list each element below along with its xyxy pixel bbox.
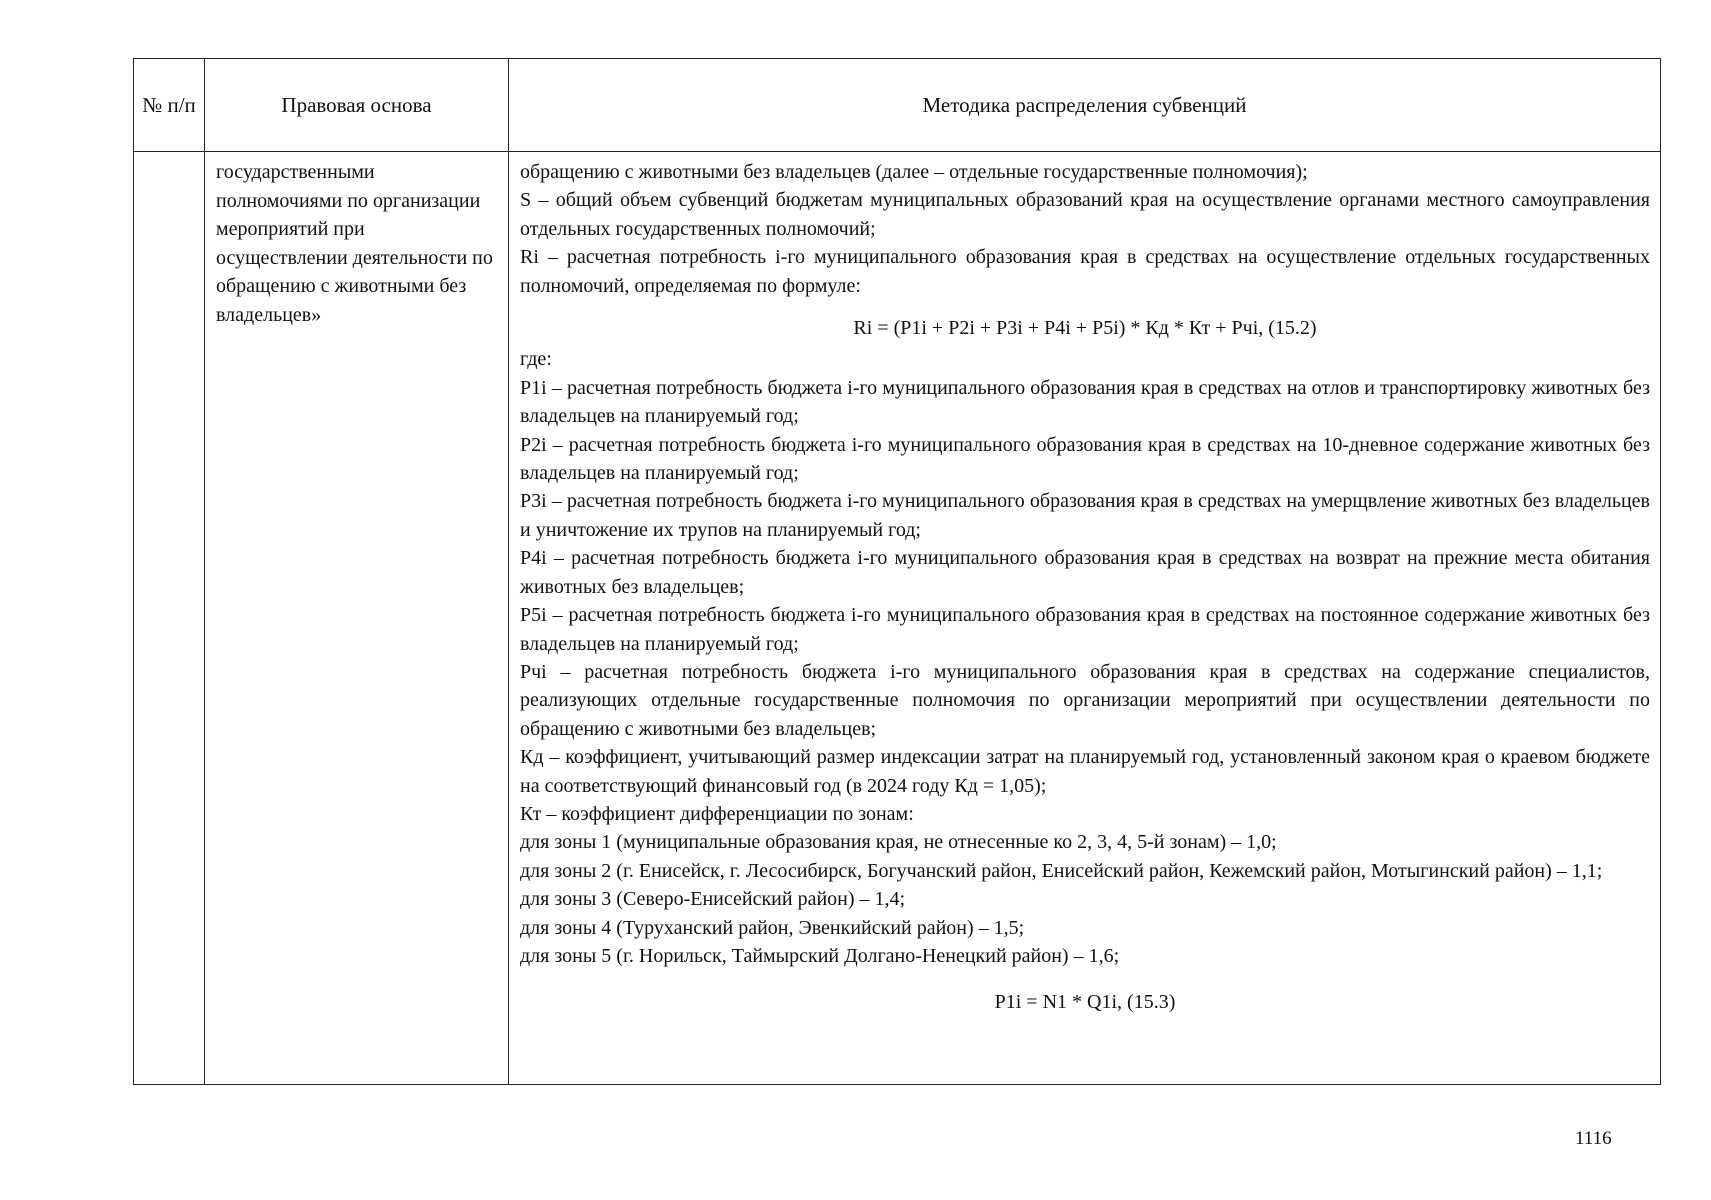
cell-methodology xyxy=(509,152,1661,1085)
legal-basis-text: государственными полномочиями по организации мероприятий при осуществлении деятельности по обращению с животными без владельцев» xyxy=(216,161,493,326)
paragraph-ri-definition: Ri – расчетная потребность i-го муниципального образования края в средствах на осуществление отдельных государственных полномочий, определяемая по формуле: xyxy=(520,246,1650,297)
paragraph-kt: Кт – коэффициент дифференциации по зонам: xyxy=(520,802,914,825)
header-number: № п/п xyxy=(134,59,205,152)
paragraph-p3i: P3i – расчетная потребность бюджета i-го муниципального образования края в средствах на умерщвление животных без владельцев и уничтожение их трупов на планируемый год; xyxy=(520,490,1650,541)
page-number: 1116 xyxy=(1575,1128,1612,1149)
methodology-table xyxy=(133,58,1661,1085)
paragraph-p4i: P4i – расчетная потребность бюджета i-го муниципального образования края в средствах на возврат на прежние места обитания животных без владельцев; xyxy=(520,547,1650,598)
paragraph-p5i: P5i – расчетная потребность бюджета i-го муниципального образования края в средствах на постоянное содержание животных без владельцев на планируемый год; xyxy=(520,604,1650,655)
header-legal-basis: Правовая основа xyxy=(205,59,509,152)
paragraph-rchi: Рчi – расчетная потребность бюджета i-го муниципального образования края в средствах на содержание специалистов, реализующих отдельные государственные полномочия по организации мероприятий при осуществлении деятельности по обращению с животными без владельцев; xyxy=(520,660,1650,740)
paragraph-zone-1: для зоны 1 (муниципальные образования края, не отнесенные ко 2, 3, 4, 5-й зонам) – 1,0; xyxy=(520,831,1277,854)
methodology-text xyxy=(509,152,1660,1017)
cell-legal-basis xyxy=(205,152,509,1085)
formula-15-3: P1i = N1 * Q1i, (15.3) xyxy=(994,991,1176,1014)
paragraph-zone-5: для зоны 5 (г. Норильск, Таймырский Долгано-Ненецкий район) – 1,6; xyxy=(520,944,1120,967)
paragraph-zone-4: для зоны 4 (Туруханский район, Эвенкийский район) – 1,5; xyxy=(520,916,1025,939)
paragraph-p1i: P1i – расчетная потребность бюджета i-го муниципального образования края в средствах на отлов и транспортировку животных без владельцев на планируемый год; xyxy=(520,376,1650,428)
paragraph-zone-2: для зоны 2 (г. Енисейск, г. Лесосибирск, Богучанский район, Енисейский район, Кежемский район, Мотыгинский район) – 1,1; xyxy=(520,859,1603,882)
table-header-row xyxy=(134,59,1661,152)
paragraph-kd: Кд – коэффициент, учитывающий размер индексации затрат на планируемый год, установленный законом края о краевом бюджете на соответствующий финансовый год (в 2024 году Кд = 1,05); xyxy=(520,746,1650,797)
paragraph-where: где: xyxy=(520,348,552,371)
paragraph-p2i: P2i – расчетная потребность бюджета i-го муниципального образования края в средствах на 10-дневное содержание животных без владельцев на планируемый год; xyxy=(520,433,1650,485)
header-methodology: Методика распределения субвенций xyxy=(509,59,1661,152)
cell-number xyxy=(134,152,205,1085)
table-row xyxy=(134,152,1661,1085)
formula-15-2: Ri = (P1i + P2i + P3i + P4i + P5i) * Кд * Кт + Рчi, (15.2) xyxy=(853,317,1317,340)
paragraph-zone-3: для зоны 3 (Северо-Енисейский район) – 1,4; xyxy=(520,888,906,911)
paragraph-continuation: обращению с животными без владельцев (далее – отдельные государственные полномочия); xyxy=(520,161,1308,183)
paragraph-s-definition: S – общий объем субвенций бюджетам муниципальных образований края на осуществление органами местного самоуправления отдельных государственных полномочий; xyxy=(520,189,1650,240)
